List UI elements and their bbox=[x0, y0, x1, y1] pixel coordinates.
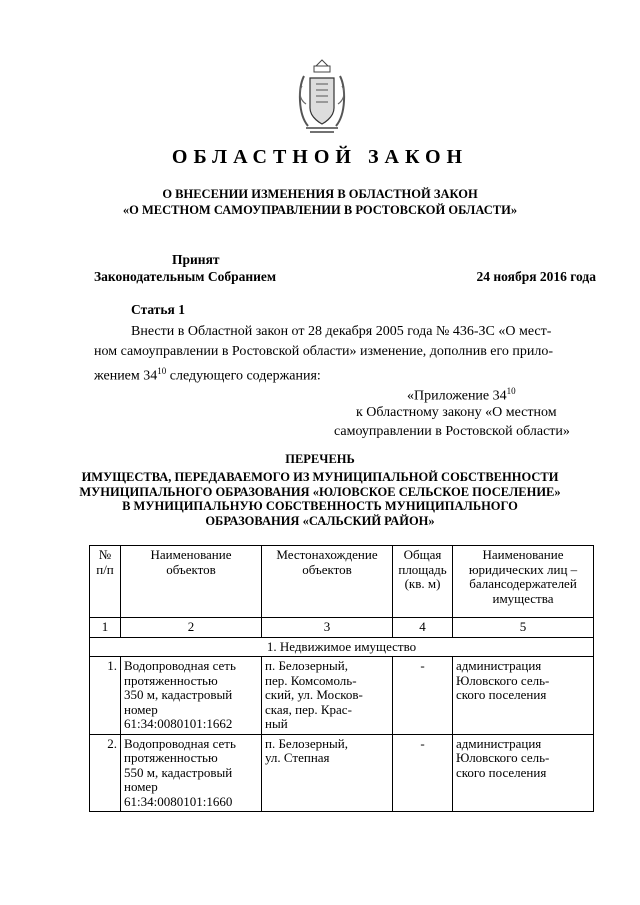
subtitle-line: «О МЕСТНОМ САМОУПРАВЛЕНИИ В РОСТОВСКОЙ ОБЛАСТИ» bbox=[122, 203, 518, 217]
appendix-text: к Областному закону «О местном bbox=[356, 405, 557, 420]
column-number: 3 bbox=[262, 618, 393, 638]
column-number: 1 bbox=[90, 618, 121, 638]
object-location: п. Белозерный, пер. Комсомоль- ский, ул. Москов- ская, пер. Крас- ный bbox=[262, 657, 393, 735]
header-num: № п/п bbox=[90, 546, 121, 618]
article-text: следующего содержания: bbox=[166, 368, 321, 384]
adoption-date: 24 ноября 2016 года bbox=[476, 269, 596, 284]
table-row bbox=[90, 657, 594, 735]
document-title: ОБЛАСТНОЙ ЗАКОН bbox=[171, 146, 469, 168]
document-subtitle bbox=[0, 186, 640, 218]
header-area: Общая площадь (кв. м) bbox=[393, 546, 453, 618]
table-row bbox=[90, 734, 594, 812]
column-number: 4 bbox=[393, 618, 453, 638]
list-title bbox=[60, 470, 580, 528]
row-number: 2. bbox=[90, 734, 121, 812]
list-title-line: ОБРАЗОВАНИЯ «САЛЬСКИЙ РАЙОН» bbox=[205, 513, 435, 528]
article-text-line: ном самоуправлении в Ростовской области» изменение, дополнив его прило- bbox=[94, 344, 554, 359]
list-title-line: МУНИЦИПАЛЬНОГО ОБРАЗОВАНИЯ «ЮЛОВСКОЕ СЕЛЬСКОЕ ПОСЕЛЕНИЕ» bbox=[79, 484, 561, 499]
balance-holder: администрация Юловского сель- ского поселения bbox=[453, 657, 594, 735]
appendix-text: самоуправлении в Ростовской области» bbox=[334, 424, 570, 439]
object-location: п. Белозерный, ул. Степная bbox=[262, 734, 393, 812]
balance-holder: администрация Юловского сель- ского поселения bbox=[453, 734, 594, 812]
adopted-label: Принят bbox=[172, 252, 220, 267]
list-heading: ПЕРЕЧЕНЬ bbox=[285, 452, 355, 466]
row-number: 1. bbox=[90, 657, 121, 735]
table-header-row bbox=[90, 546, 594, 618]
superscript: 10 bbox=[157, 366, 167, 376]
article-text-line bbox=[94, 362, 321, 386]
article-text-line: Внести в Областной закон от 28 декабря 2005 года № 436-ЗС «О мест- bbox=[131, 324, 552, 339]
object-area: - bbox=[393, 657, 453, 735]
header-name: Наименование объектов bbox=[121, 546, 262, 618]
subtitle-line: О ВНЕСЕНИИ ИЗМЕНЕНИЯ В ОБЛАСТНОЙ ЗАКОН bbox=[162, 187, 478, 201]
table-column-numbers-row bbox=[90, 618, 594, 638]
section-title: 1. Недвижимое имущество bbox=[90, 637, 594, 657]
object-name: Водопроводная сеть протяженностью 350 м, кадастровый номер 61:34:0080101:1662 bbox=[121, 657, 262, 735]
header-holder: Наименование юридических лиц – балансодержателей имущества bbox=[453, 546, 594, 618]
column-number: 5 bbox=[453, 618, 594, 638]
property-table bbox=[89, 545, 594, 812]
adopted-by-label: Законодательным Собранием bbox=[94, 269, 277, 284]
table-section-row bbox=[90, 637, 594, 657]
article-heading: Статья 1 bbox=[131, 302, 185, 317]
article-text: жением 34 bbox=[94, 368, 158, 384]
coat-of-arms-emblem bbox=[296, 58, 348, 136]
column-number: 2 bbox=[121, 618, 262, 638]
list-title-line: ИМУЩЕСТВА, ПЕРЕДАВАЕМОГО ИЗ МУНИЦИПАЛЬНОЙ СОБСТВЕННОСТИ bbox=[81, 470, 559, 484]
object-name: Водопроводная сеть протяженностью 550 м, кадастровый номер 61:34:0080101:1660 bbox=[121, 734, 262, 812]
superscript: 10 bbox=[506, 386, 516, 396]
list-title-line: В МУНИЦИПАЛЬНУЮ СОБСТВЕННОСТЬ МУНИЦИПАЛЬНОГО bbox=[122, 499, 518, 513]
header-location: Местонахождение объектов bbox=[262, 546, 393, 618]
appendix-text: «Приложение 34 bbox=[407, 388, 507, 404]
object-area: - bbox=[393, 734, 453, 812]
